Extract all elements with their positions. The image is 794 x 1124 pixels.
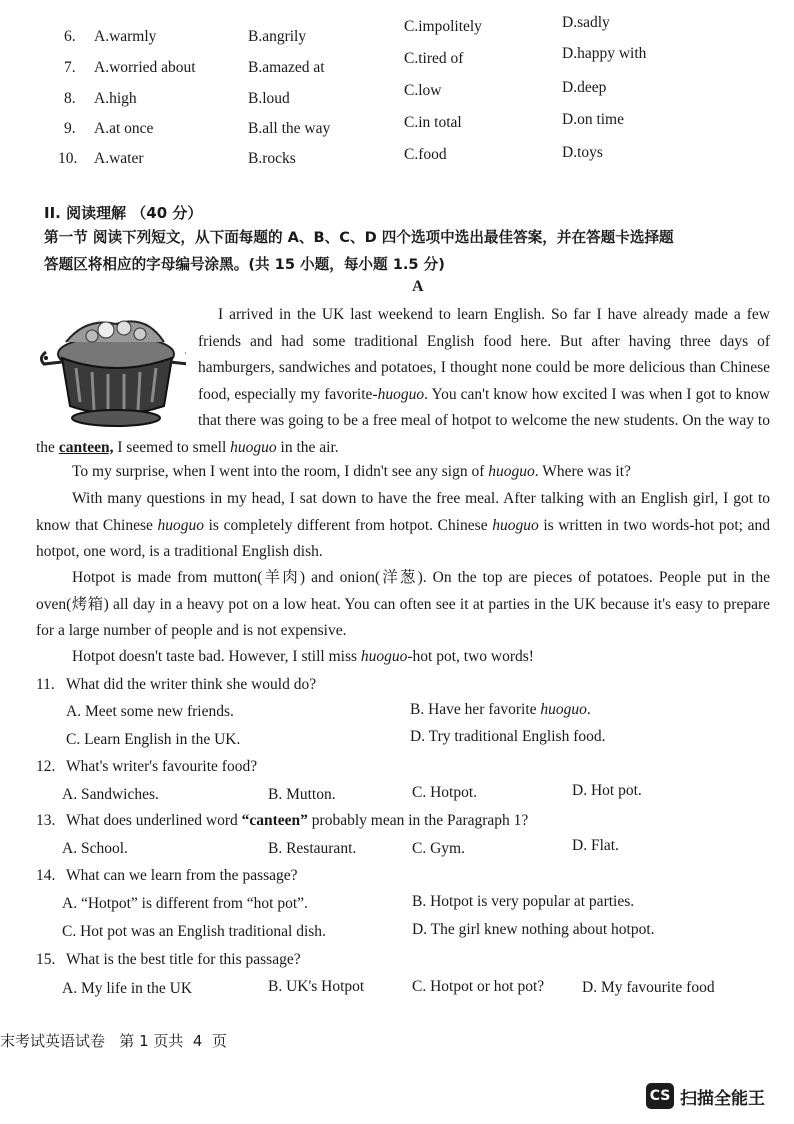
option-b: B. Hotpot is very popular at parties.: [412, 893, 635, 910]
option-c: C. Hot pot was an English traditional dish.: [62, 923, 326, 940]
option-b: B. Mutton.: [268, 786, 336, 803]
option-d: D.toys: [562, 144, 603, 161]
question-number: 6.: [64, 28, 76, 45]
cloze-row: [0, 111, 794, 144]
option-c: C. Gym.: [412, 840, 465, 857]
question-number: 11.: [36, 676, 55, 693]
option-b: B. Restaurant.: [268, 840, 357, 857]
question-number: 8.: [64, 90, 76, 107]
option-c: C. Learn English in the UK.: [66, 731, 241, 748]
option-a: A.worried about: [94, 59, 196, 76]
option-a: A. Sandwiches.: [62, 786, 159, 803]
option-d: D. My favourite food: [582, 979, 715, 996]
question-number: 14.: [36, 867, 56, 884]
option-b: B.loud: [248, 90, 290, 107]
option-b: B.rocks: [248, 150, 296, 167]
section-instruction: 第一节 阅读下列短文，从下面每题的 A、B、C、D 四个选项中选出最佳答案，并在答题卡选择题: [44, 229, 674, 246]
option-a: A. School.: [62, 840, 128, 857]
option-c: C. Hotpot or hot pot?: [412, 978, 545, 995]
question-number: 13.: [36, 812, 56, 829]
option-a: A. Meet some new friends.: [66, 703, 234, 720]
option-b: B. Have her favorite huoguo.: [410, 701, 591, 718]
section-instruction: 答题区将相应的字母编号涂黑。(共 15 小题，每小题 1.5 分): [44, 256, 445, 273]
option-d: D.sadly: [562, 14, 610, 31]
question-stem: What can we learn from the passage?: [66, 867, 298, 884]
passage-label: A: [412, 278, 424, 295]
cloze-row: [0, 45, 794, 83]
passage-paragraph: To my surprise, when I went into the room, I didn't see any sign of huoguo. Where was it?: [72, 463, 631, 480]
passage-paragraph: With many questions in my head, I sat down to have the free meal. After talking with an English girl, I got to know that Chinese huoguo is completely different from hotpot. Chinese huoguo is written in two words-hot pot; and hotpot, one word, is a traditional English dish.: [36, 490, 770, 560]
option-c: C.food: [404, 146, 447, 163]
option-b: B.angrily: [248, 28, 307, 45]
cloze-row: [0, 14, 794, 52]
cloze-row: [0, 79, 794, 114]
cloze-row: [0, 144, 794, 174]
camscanner-brand-text: 扫描全能王: [680, 1089, 765, 1109]
question-number: 15.: [36, 951, 56, 968]
option-a: A.at once: [94, 120, 154, 137]
option-d: D. The girl knew nothing about hotpot.: [412, 921, 655, 938]
option-b: B.all the way: [248, 120, 331, 137]
passage-paragraph: I arrived in the UK last weekend to learn English. So far I have already made a few friends and had some traditional English food here. But after having three days of hamburgers, sandwiches and potatoes, I thought none could be more delicious than Chinese food, especially my favorite-huoguo. You can't know how excited I was when I got to know that there was going to be a free meal of hotpot to welcome the new students. On the way to the canteen, I seemed to smell huoguo in the air.: [36, 302, 770, 461]
passage-paragraph: Hotpot is made from mutton(羊肉) and onion(洋葱). On the top are pieces of potatoes. People put in the oven(烤箱) all day in a heavy pot on a low heat. You can often see it at parties in the UK because it's easy to prepare for a large number of people and is not expensive.: [36, 569, 770, 639]
question-number: 12.: [36, 758, 56, 775]
option-a: A.water: [94, 150, 144, 167]
option-d: D.on time: [562, 111, 624, 128]
option-d: D.happy with: [562, 45, 647, 62]
question-stem: What is the best title for this passage?: [66, 951, 301, 968]
section-heading: II. 阅读理解 （40 分）: [44, 204, 203, 222]
question-stem: What does underlined word “canteen” probably mean in the Paragraph 1?: [66, 812, 529, 829]
option-d: D. Hot pot.: [572, 782, 642, 799]
hotpot-pot-icon: [36, 302, 186, 434]
option-c: C.tired of: [404, 50, 464, 67]
option-a: A. “Hotpot” is different from “hot pot”.: [62, 895, 308, 912]
question-number: 10.: [58, 150, 78, 167]
option-a: A.warmly: [94, 28, 157, 45]
option-c: C.in total: [404, 114, 462, 131]
option-d: D. Flat.: [572, 837, 619, 854]
question-number: 9.: [64, 120, 76, 137]
camscanner-logo-icon: CS: [646, 1083, 674, 1109]
passage-paragraph: Hotpot doesn't taste bad. However, I still miss huoguo-hot pot, two words!: [72, 648, 534, 665]
question-stem: What's writer's favourite food?: [66, 758, 258, 775]
option-c: C.impolitely: [404, 18, 482, 35]
question-number: 7.: [64, 59, 76, 76]
option-b: B. UK's Hotpot: [268, 978, 365, 995]
option-d: D. Try traditional English food.: [410, 728, 606, 745]
question-stem: What did the writer think she would do?: [66, 676, 317, 693]
option-a: A.high: [94, 90, 137, 107]
option-a: A. My life in the UK: [62, 980, 193, 997]
option-d: D.deep: [562, 79, 607, 96]
hotpot-illustration: [36, 302, 186, 434]
option-c: C. Hotpot.: [412, 784, 478, 801]
underlined-word-canteen: canteen,: [58, 438, 114, 456]
page-footer: 末考试英语试卷 第 1 页共 4 页: [0, 1032, 228, 1050]
option-b: B.amazed at: [248, 59, 325, 76]
option-c: C.low: [404, 82, 442, 99]
